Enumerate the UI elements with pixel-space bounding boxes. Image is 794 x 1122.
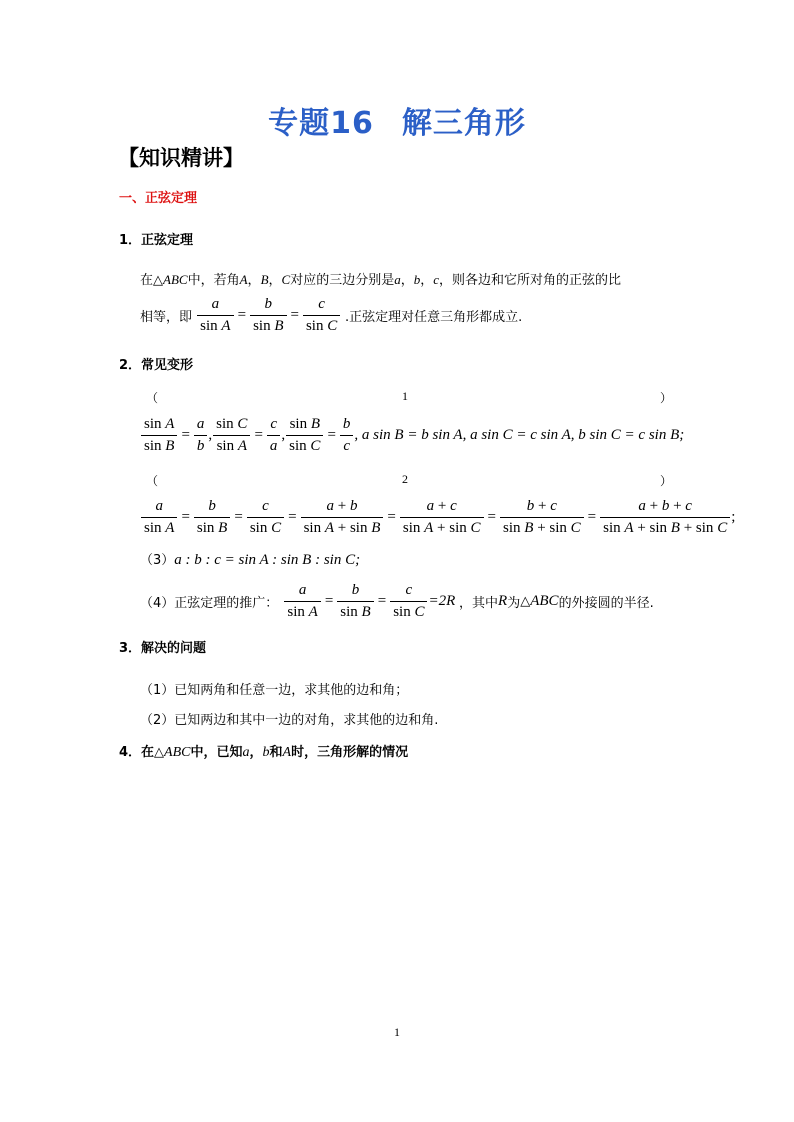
page-number: 1 [394,1025,400,1039]
s3-item1: （1）已知两角和任意一边，求其他的边和角； [140,683,409,698]
item3: （3）a : b : c = sin A : sin B : sin C; [140,552,361,568]
s3-item2: （2）已知两边和其中一边的对角，求其他的边和角. [140,713,439,728]
item4: （4）正弦定理的推广： $\frac{a}{\text{sin A}}$ = $\frac{b}{\text{sin B}}$ = $\frac{c}{\text{sin C}}$ =2R ，其中R为△ABC的外接圆的半径. [140,582,654,620]
item1-lparen: （ [146,391,159,405]
heading-4: 4．在△ABC中，已知a，b和A时，三角形解的情况 [119,745,409,760]
item1-formula: $\frac{\text{sin A}}{\text{sin B}}$ = $\frac{a}{b}$ , $\frac{\text{sin C}}{\text{sin A}}$ = $\frac{c}{a}$ , $\frac{\text{sin B}}{\text{sin C}}$ = $\frac{b}{c}$ , a sin B = b sin A, a sin C = c sin A, b sin C = c sin B; [140,416,684,455]
section-heading: 一、正弦定理 [119,191,198,206]
knowledge-banner: 【知识精讲】 [118,146,244,170]
title-main: 专题16 [268,106,374,141]
heading-3: 3．解决的问题 [119,641,207,656]
item2-rparen: ） [660,474,673,488]
s1-line1: 在△ABC中，若角A，B，C对应的三边分别是a，b，c，则各边和它所对角的正弦的比 [140,272,622,288]
heading-1: 1．正弦定理 [119,233,194,248]
law-of-sines-formula: $\frac{a}{\text{sin A}}$ = $\frac{b}{\text{sin B}}$ = $\frac{c}{\text{sin C}}$ [196,307,345,323]
item2-number: 2 [402,472,408,486]
s1-line2: 相等，即 $\frac{a}{\text{sin A}}$ = $\frac{b}{\text{sin B}}$ = $\frac{c}{\text{sin C}}$ .正弦定理对任意三角形都成立. [140,296,523,334]
item2-lparen: （ [146,474,159,488]
heading-2: 2．常见变形 [119,358,194,373]
item2-formula: $\frac{a}{\text{sin A}}$ = $\frac{b}{\text{sin B}}$ = $\frac{c}{\text{sin C}}$ = $\frac{a + b}{\text{sin A + sin B}}$ = $\frac{a + c}{\text{sin A + sin C}}$ = $\frac{b + c}{\text{sin B + sin C}}$ = $\frac{a + b + c}{\text{sin A + sin B + sin C}}$ ; [140,498,735,537]
title-sub: 解三角形 [401,106,526,141]
item1-rparen: ） [660,391,673,405]
page-title [0,98,794,142]
item1-number: 1 [402,389,408,403]
